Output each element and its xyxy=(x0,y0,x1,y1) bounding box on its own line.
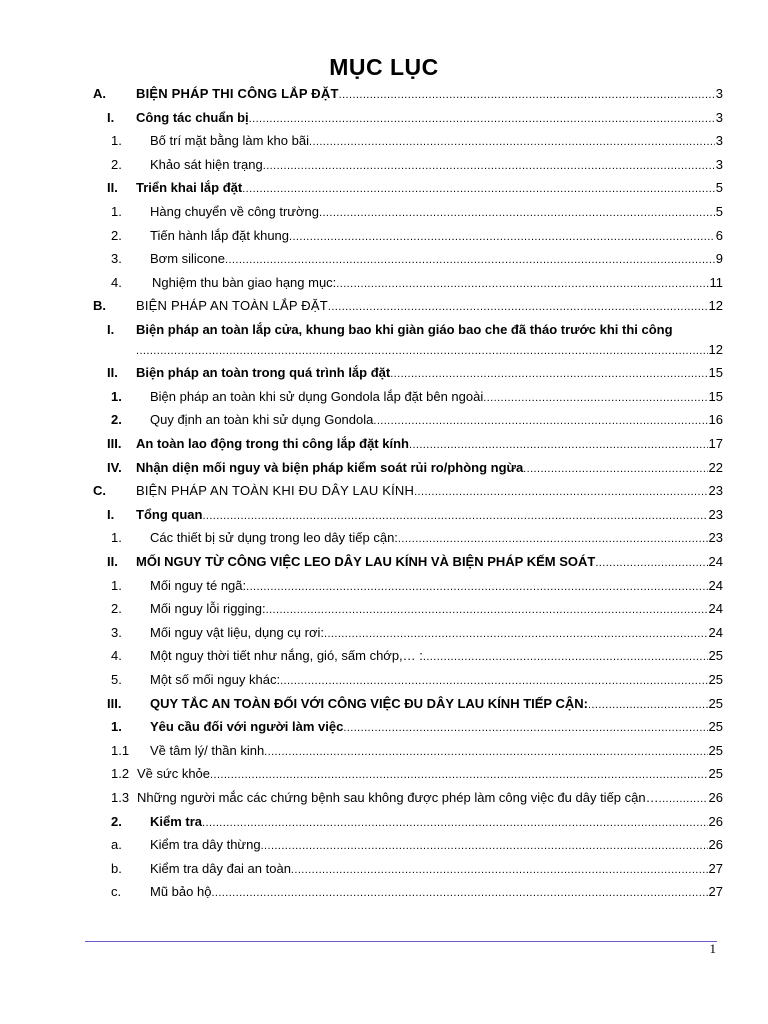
dot-leader xyxy=(261,836,708,856)
toc-entry[interactable] xyxy=(0,694,768,714)
toc-entry-page: 3 xyxy=(715,133,723,149)
toc-entry-page: 24 xyxy=(708,577,723,593)
toc-entry[interactable] xyxy=(0,646,768,666)
toc-entry-page: 6 xyxy=(715,227,723,243)
toc-entry-label: Công tác chuẩn bị xyxy=(136,109,249,125)
toc-entry-label: Các thiết bị sử dụng trong leo dây tiếp cận: xyxy=(150,530,398,546)
toc-entry-number: 2. xyxy=(111,156,122,172)
toc-entry-page: 27 xyxy=(708,884,723,900)
toc-entry-page: 25 xyxy=(708,695,723,711)
toc-entry-label: BIỆN PHÁP AN TOÀN LẮP ĐẶT xyxy=(136,298,328,314)
dot-leader xyxy=(324,624,708,644)
toc-entry[interactable] xyxy=(0,273,768,293)
toc-entry[interactable] xyxy=(0,812,768,832)
toc-entry-label: QUY TẮC AN TOÀN ĐỐI VỚI CÔNG VIỆC ĐU DÂY LAU KÍNH TIẾP CẬN: xyxy=(150,695,588,711)
toc-entry[interactable] xyxy=(0,249,768,269)
dot-leader xyxy=(242,179,715,199)
toc-entry-page: 12 xyxy=(708,298,723,314)
dot-leader xyxy=(373,411,707,431)
toc-entry-label: BIỆN PHÁP THI CÔNG LẮP ĐẶT xyxy=(136,86,339,101)
toc-entry-page: 24 xyxy=(708,624,723,640)
toc-entry-page: 25 xyxy=(708,742,723,758)
dot-leader xyxy=(210,765,708,785)
dot-leader xyxy=(136,341,708,361)
toc-entry-number: III. xyxy=(107,436,122,451)
toc-entry-number: 1. xyxy=(111,388,122,404)
dot-leader xyxy=(289,227,715,247)
dot-leader xyxy=(211,883,707,903)
toc-entry-label: Mũ bảo hộ xyxy=(150,884,212,900)
toc-entry-page: 17 xyxy=(708,436,723,451)
toc-entry-label: Bố trí mặt bằng làm kho bãi xyxy=(150,133,309,149)
toc-entry-label: Về sức khỏe xyxy=(137,766,211,782)
toc-entry-label: MỐI NGUY TỪ CÔNG VIỆC LEO DÂY LAU KÍNH VÀ BIỆN PHÁP KẾM SOÁT xyxy=(136,554,596,569)
toc-entry-continuation[interactable] xyxy=(0,340,768,360)
toc-entry-label: Biện pháp an toàn khi sử dụng Gondola lắp đặt bên ngoài xyxy=(150,388,484,404)
toc-entry-label: Nghiệm thu bàn giao hạng mục: xyxy=(152,274,337,290)
toc-entry-page: 16 xyxy=(708,412,723,428)
toc-entry-page: 23 xyxy=(708,506,723,522)
dot-leader xyxy=(266,600,708,620)
toc-entry-page: 25 xyxy=(708,719,723,735)
dot-leader xyxy=(390,364,707,384)
toc-entry[interactable] xyxy=(0,882,768,902)
dot-leader xyxy=(280,671,707,691)
toc-entry-page: 9 xyxy=(715,251,723,267)
toc-entry-number: B. xyxy=(93,298,106,314)
toc-entry-label: Hàng chuyển về công trường xyxy=(150,204,319,219)
toc-entry-page: 11 xyxy=(709,274,723,290)
toc-entry[interactable] xyxy=(0,552,768,572)
toc-entry-label: Kiểm tra dây đai an toàn xyxy=(150,860,291,876)
toc-entry-number: 4. xyxy=(111,274,122,290)
dot-leader xyxy=(483,388,707,408)
dot-leader xyxy=(398,529,708,549)
toc-entry[interactable] xyxy=(0,764,768,784)
toc-entry-label: An toàn lao động trong thi công lắp đặt kính xyxy=(136,436,409,451)
toc-entry-page: 12 xyxy=(708,341,723,357)
toc-entry[interactable] xyxy=(0,296,768,316)
toc-entry-number: 1. xyxy=(111,204,122,219)
toc-entry-label: Kiểm tra xyxy=(150,813,203,829)
toc-entry[interactable] xyxy=(0,741,768,761)
toc-entry[interactable] xyxy=(0,670,768,690)
toc-entry[interactable] xyxy=(0,458,768,478)
dot-leader xyxy=(343,718,707,738)
toc-entry-number: III. xyxy=(107,695,122,711)
toc-entry-page: 26 xyxy=(708,790,723,805)
toc-entry[interactable] xyxy=(0,788,768,808)
toc-entry-page: 5 xyxy=(715,204,723,219)
toc-entry-number: 1.2 xyxy=(111,766,130,782)
toc-entry-page: 15 xyxy=(708,388,723,404)
page-number: 1 xyxy=(709,941,716,956)
toc-entry-page: 3 xyxy=(715,86,723,101)
toc-entry-number: 1. xyxy=(111,133,122,149)
toc-entry[interactable] xyxy=(0,505,768,525)
toc-entry-label: Những người mắc các chứng bệnh sau không được phép làm công việc đu dây tiếp cận… xyxy=(137,790,659,805)
dot-leader xyxy=(319,203,715,223)
toc-entry[interactable] xyxy=(0,178,768,198)
footer-divider xyxy=(85,941,717,942)
toc-entry-label: Tiến hành lắp đặt khung xyxy=(150,227,290,243)
toc-entry-number: 2. xyxy=(111,412,122,428)
toc-entry-number: 5. xyxy=(111,672,122,687)
toc-entry-number: IV. xyxy=(107,459,122,475)
toc-entry-number: 1. xyxy=(111,530,122,546)
toc-entry-number: 1. xyxy=(111,577,122,593)
dot-leader xyxy=(595,553,707,573)
toc-entry[interactable] xyxy=(0,226,768,246)
toc-entry[interactable] xyxy=(0,363,768,383)
toc-entry-number: I. xyxy=(107,322,115,337)
dot-leader xyxy=(249,109,715,129)
toc-entry-number: C. xyxy=(93,483,106,499)
toc-entry-page: 26 xyxy=(708,837,723,853)
toc-entry-page: 23 xyxy=(708,483,723,499)
toc-entry[interactable] xyxy=(0,387,768,407)
toc-entry[interactable] xyxy=(0,155,768,175)
toc-entry-number: II. xyxy=(107,554,118,569)
toc-entry-label: Biện pháp an toàn lắp cửa, khung bao khi giàn giáo bao che đã tháo trước khi thi công xyxy=(136,322,673,337)
toc-entry-page: 24 xyxy=(708,601,723,617)
toc-entry-label: Mối nguy vật liệu, dụng cụ rơi: xyxy=(150,624,325,640)
toc-entry-label: Khảo sát hiện trạng xyxy=(150,156,263,172)
toc-entry-label: Mối nguy té ngã: xyxy=(150,577,247,593)
toc-entry[interactable] xyxy=(0,434,768,454)
toc-entry[interactable] xyxy=(0,131,768,151)
dot-leader xyxy=(409,435,708,455)
toc-entry-page: 22 xyxy=(708,459,723,475)
toc-entry[interactable] xyxy=(0,835,768,855)
toc-entry[interactable] xyxy=(0,717,768,737)
toc-entry-label: Yêu cầu đối với người làm việc xyxy=(150,719,344,735)
toc-entry-number: c. xyxy=(111,884,122,900)
toc-entry[interactable] xyxy=(0,108,768,128)
toc-entry-label: Về tâm lý/ thần kinh xyxy=(150,742,265,758)
dot-leader xyxy=(414,482,707,502)
toc-entry-number: I. xyxy=(107,506,115,522)
toc-entry-number: 2. xyxy=(111,813,122,829)
toc-entry[interactable] xyxy=(0,528,768,548)
toc-entry-label: Một số mối nguy khác: xyxy=(150,672,281,687)
toc-entry[interactable] xyxy=(0,623,768,643)
toc-entry-page: 27 xyxy=(708,860,723,876)
toc-entry-page: 3 xyxy=(715,109,723,125)
toc-entry-number: 1.3 xyxy=(111,790,130,805)
toc-entry[interactable] xyxy=(0,410,768,430)
dot-leader xyxy=(328,297,708,317)
page-title: MỤC LỤC xyxy=(329,54,439,80)
toc-entry-number: b. xyxy=(111,860,122,876)
toc-entry-label: Kiểm tra dây thừng xyxy=(150,837,261,853)
dot-leader xyxy=(202,813,708,833)
toc-entry-label: Bơm silicone xyxy=(150,251,225,267)
toc-entry-number: 1. xyxy=(111,719,122,735)
toc-entry-label: Triển khai lắp đặt xyxy=(136,180,243,196)
dot-leader xyxy=(225,250,715,270)
toc-entry-number: 3. xyxy=(111,251,122,267)
toc-entry-label: Tổng quan xyxy=(136,506,203,522)
dot-leader xyxy=(309,132,715,152)
toc-entry[interactable] xyxy=(0,481,768,501)
toc-entry[interactable] xyxy=(0,576,768,596)
toc-entry-page: 25 xyxy=(708,672,723,687)
toc-entry-label: BIỆN PHÁP AN TOÀN KHI ĐU DÂY LAU KÍNH xyxy=(136,483,415,499)
dot-leader xyxy=(336,274,708,294)
toc-entry-number: 2. xyxy=(111,601,122,617)
toc-entry-number: 3. xyxy=(111,624,122,640)
dot-leader xyxy=(263,156,715,176)
toc-entry-page: 25 xyxy=(708,766,723,782)
toc-entry-number: a. xyxy=(111,837,122,853)
dot-leader xyxy=(264,742,707,762)
toc-entry-page: 26 xyxy=(708,813,723,829)
toc-entry-page: 23 xyxy=(708,530,723,546)
dot-leader xyxy=(659,789,708,809)
toc-entry-page: 25 xyxy=(708,648,723,664)
toc-entry-page: 24 xyxy=(708,554,723,569)
dot-leader xyxy=(588,695,708,715)
toc-entry-number: 1.1 xyxy=(111,742,130,758)
toc-entry-number: II. xyxy=(107,365,118,381)
dot-leader xyxy=(523,459,707,479)
toc-entry-label: Một nguy thời tiết như nắng, gió, sấm chớp,… : xyxy=(150,648,423,664)
toc-entry-label: Mối nguy lỗi rigging: xyxy=(150,601,266,617)
dot-leader xyxy=(202,506,707,526)
toc-entry-label: Nhận diện mối nguy và biện pháp kiểm soát rủi ro/phòng ngừa xyxy=(136,459,524,475)
toc-entry-number: 4. xyxy=(111,648,122,664)
toc-entry-label: Biện pháp an toàn trong quá trình lắp đặt xyxy=(136,365,391,381)
toc-entry[interactable] xyxy=(0,84,768,104)
dot-leader xyxy=(339,85,715,105)
toc-entry-number: II. xyxy=(107,180,118,196)
toc-entry[interactable] xyxy=(0,320,768,340)
toc-entry[interactable] xyxy=(0,859,768,879)
dot-leader xyxy=(246,577,707,597)
dot-leader xyxy=(291,860,708,880)
toc-entry-page: 15 xyxy=(708,365,723,381)
toc-entry-page: 3 xyxy=(715,156,723,172)
toc-entry-label: Quy định an toàn khi sử dụng Gondola xyxy=(150,412,374,428)
toc-entry-number: A. xyxy=(93,86,106,101)
toc-entry-number: I. xyxy=(107,109,115,125)
toc-entry-number: 2. xyxy=(111,227,122,243)
toc-entry-page: 5 xyxy=(715,180,723,196)
toc-entry[interactable] xyxy=(0,202,768,222)
dot-leader xyxy=(423,647,708,667)
toc-entry[interactable] xyxy=(0,599,768,619)
